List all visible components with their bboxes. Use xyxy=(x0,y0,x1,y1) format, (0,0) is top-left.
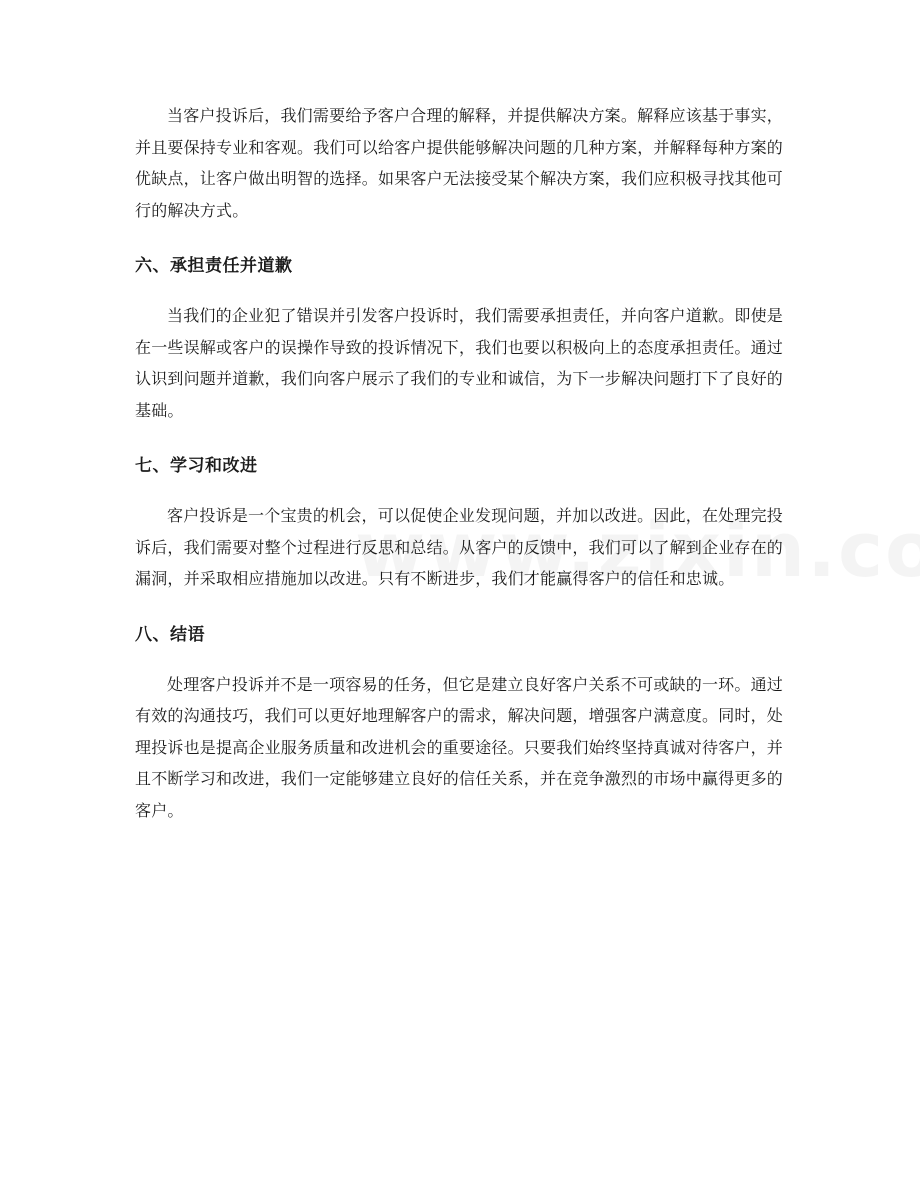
document-body xyxy=(135,100,783,826)
paragraph-section-7: 客户投诉是一个宝贵的机会，可以促使企业发现问题，并加以改进。因此，在处理完投诉后，我们需要对整个过程进行反思和总结。从客户的反馈中，我们可以了解到企业存在的漏洞，并采取相应措施加以改进。只有不断进步，我们才能赢得客户的信任和忠诚。 xyxy=(135,506,784,588)
heading-section-6: 六、承担责任并道歉 xyxy=(135,256,293,276)
heading-section-8: 八、结语 xyxy=(135,624,205,645)
heading-section-7: 七、学习和改进 xyxy=(135,456,258,476)
paragraph-explanation: 当客户投诉后，我们需要给予客户合理的解释，并提供解决方案。解释应该基于事实，并且要保持专业和客观。我们可以给客户提供能够解决问题的几种方案，并解释每种方案的优缺点，让客户做出明智的选择。如果客户无法接受某个解决方案，我们应积极寻找其他可行的解决方式。 xyxy=(135,106,784,220)
paragraph-section-8: 处理客户投诉并不是一项容易的任务，但它是建立良好客户关系不可或缺的一环。通过有效的沟通技巧，我们可以更好地理解客户的需求，解决问题，增强客户满意度。同时，处理投诉也是提高企业服务质量和改进机会的重要途径。只要我们始终坚持真诚对待客户，并且不断学习和改进，我们一定能够建立良好的信任关系，并在竞争激烈的市场中赢得更多的客户。 xyxy=(135,674,784,820)
paragraph-section-6: 当我们的企业犯了错误并引发客户投诉时，我们需要承担责任，并向客户道歉。即使是在一些误解或客户的误操作导致的投诉情况下，我们也要以积极向上的态度承担责任。通过认识到问题并道歉，我们向客户展示了我们的专业和诚信，为下一步解决问题打下了良好的基础。 xyxy=(135,306,784,420)
